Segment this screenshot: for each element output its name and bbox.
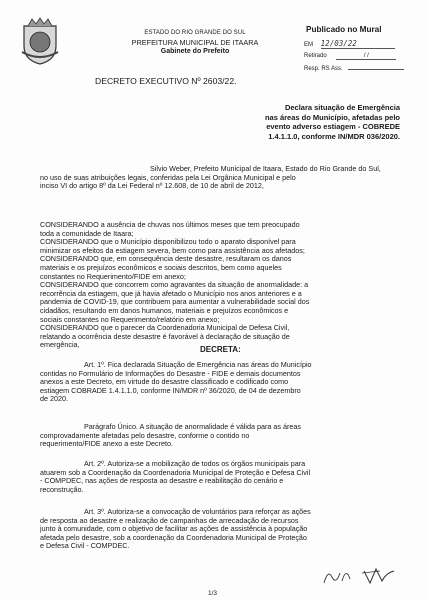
- considerando-line: sociais constantes no Requerimento/relatório em anexo;: [40, 314, 220, 324]
- considerando-line: toda a comunidade de Itaara;: [40, 228, 134, 238]
- stamp-owner-label: Resp. RS Ass.: [304, 66, 343, 72]
- stamp-date-value: 12/03/22: [321, 39, 395, 49]
- header-prefecture: PREFEITURA MUNICIPAL DE ITAARA: [131, 38, 259, 47]
- considerando-line: relatando a ocorrência deste desastre é favorável à declaração de situação de: [40, 331, 290, 341]
- article-line: junto à comunidade, com o objetivo de facilitar as ações de assistência à população: [40, 524, 308, 534]
- considerando-line: minimizar os efeitos da estiagem severa, bem como para assistência aos afetados;: [40, 245, 305, 255]
- paragraph-line: requerimento/FIDE anexo a este Decreto.: [40, 439, 174, 449]
- considerando-line: cidadãos, resultando em danos humanos, materiais e prejuízos econômicos e: [40, 305, 289, 315]
- stamp-withdrawn-label: Retirado: [304, 53, 327, 59]
- paragraph-line: Parágrafo Único. A situação de anormalidade é válida para as áreas: [84, 422, 301, 431]
- publication-stamp: [300, 23, 424, 83]
- decreta-heading: DECRETA:: [200, 345, 241, 354]
- article-line: reconstrução.: [40, 484, 84, 494]
- article-line: afetada pelo desastre, sob a coordenação da Coordenadoria Municipal de Proteção: [40, 532, 307, 542]
- article-line: e Defesa Civil - COMPDEC.: [40, 541, 130, 551]
- considerando-line: emergência,: [40, 340, 80, 350]
- stamp-title: Publicado no Mural: [306, 25, 382, 34]
- considerando-line: pandemia de COVID-19, que contribuem para aumentar a vulnerabilidade social dos: [40, 297, 310, 307]
- handwritten-signature: [320, 563, 400, 588]
- summary-line: evento adverso estiagem - COBREDE: [266, 122, 400, 131]
- article-line: de 2020.: [40, 394, 68, 404]
- considerando-line: CONSIDERANDO que, em consequência deste desastre, resultaram os danos: [40, 254, 292, 264]
- sole-paragraph: [40, 423, 392, 449]
- article-line: Art. 1º. Fica declarada Situação de Emergência nas áreas do Município: [84, 360, 312, 369]
- article-line: - COMPDEC, nas ações de resposta ao desastre e reabilitação do cenário e: [40, 476, 284, 486]
- considerando-line: CONSIDERANDO que o Município disponibilizou todo o aparato disponível para: [40, 237, 296, 247]
- considerando-line: materiais e os prejuízos econômicos e sociais descritos, bem como aqueles: [40, 262, 282, 272]
- article-line: Art. 2º. Autoriza-se a mobilização de todos os órgãos municipais para: [84, 459, 306, 468]
- article-line: anexos a este Decreto, em virtude do desastre classificado e codificado como: [40, 377, 289, 387]
- stamp-owner-value: [348, 69, 404, 70]
- article-line: estiagem COBRADE 1.4.1.1.0, conforme IN/MDR nº 36/2020, de 04 de dezembro: [40, 385, 301, 395]
- page-number: 1/3: [208, 590, 218, 597]
- considerandos: [40, 221, 392, 350]
- stamp-date-label: EM: [304, 42, 313, 48]
- intro-line: Silvio Weber, Prefeito Municipal de Itaara, Estado do Rio Grande do Sul,: [150, 164, 381, 173]
- article-3: [40, 508, 392, 551]
- summary-line: 1.4.1.1.0, conforme IN/MDR 036/2020.: [268, 131, 400, 141]
- intro-paragraph: [40, 165, 392, 191]
- considerando-line: CONSIDERANDO que o parecer da Coordenadoria Municipal de Defesa Civil,: [40, 323, 290, 333]
- summary-line: nas áreas do Município, afetadas pelo: [264, 112, 400, 122]
- considerando-line: CONSIDERANDO que concorrem como agravantes da situação de anormalidade: a: [40, 280, 309, 290]
- municipal-seal-icon: [20, 16, 60, 66]
- paragraph-line: comprovadamente afetadas pelo desastre, conforme o contido no: [40, 430, 250, 440]
- header-state: ESTADO DO RIO GRANDE DO SUL: [144, 30, 246, 36]
- decree-number: DECRETO EXECUTIVO Nº 2603/22.: [95, 76, 237, 86]
- article-line: contidas no Formulário de Informações do Desastre - FIDE e demais documentos: [40, 368, 301, 378]
- intro-line: no uso de suas atribuições legais, conferidas pela Lei Orgânica Municipal e pelo: [40, 172, 296, 182]
- article-line: de resposta ao desastre e realização de campanhas de arrecadação de recursos: [40, 515, 299, 525]
- article-1: [40, 361, 392, 404]
- header-cabinet: Gabinete do Prefeito: [160, 48, 230, 55]
- article-line: Art. 3º. Autoriza-se a convocação de voluntários para reforçar as ações: [84, 507, 311, 516]
- considerando-line: CONSIDERANDO a ausência de chuvas nos últimos meses que tem preocupado: [40, 220, 300, 229]
- article-2: [40, 460, 392, 494]
- article-line: atuarem sob a Coordenação da Coordenadoria Municipal de Proteção e Defesa Civil: [40, 467, 311, 477]
- considerando-line: constantes no Requerimento/FIDE em anexo;: [40, 271, 186, 281]
- considerando-line: recorrência da estiagem, que já havia afetado o Município nos anos anteriores e a: [40, 288, 302, 298]
- stamp-withdrawn-value: / /: [336, 53, 396, 60]
- summary-line: Declara situação de Emergência: [284, 103, 400, 112]
- decree-summary: [228, 103, 400, 141]
- intro-line: inciso VI do artigo 8º da Lei Federal nº 12.608, de 10 de abril de 2012,: [40, 181, 264, 191]
